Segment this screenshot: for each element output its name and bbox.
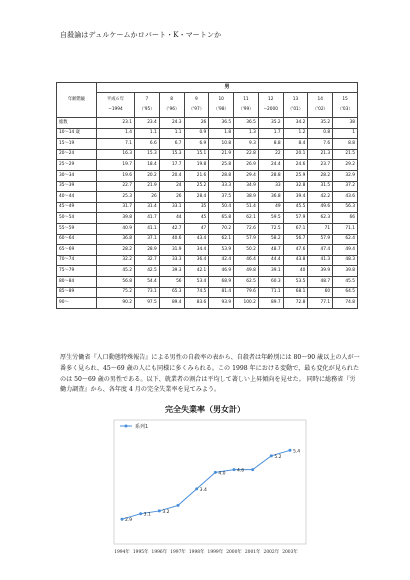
rate-cell: 60.3 bbox=[258, 276, 283, 287]
rate-cell: 35.2 bbox=[308, 118, 333, 129]
rate-cell: 40.9 bbox=[97, 223, 135, 234]
age-group-cell: 55〜59 bbox=[57, 223, 97, 234]
rate-cell: 32.2 bbox=[97, 255, 135, 266]
rate-cell: 45 bbox=[184, 213, 209, 224]
year-sublabel: （'03） bbox=[337, 107, 353, 112]
year-label: 7 bbox=[145, 96, 149, 102]
rate-cell: 68.9 bbox=[209, 276, 234, 287]
rate-cell: 72.6 bbox=[234, 223, 259, 234]
rate-cell: 36.8 bbox=[258, 192, 283, 203]
table-row bbox=[57, 298, 358, 309]
rate-cell: 57.9 bbox=[234, 234, 259, 245]
rate-cell: 39.4 bbox=[283, 192, 308, 203]
rate-cell: 8.8 bbox=[258, 139, 283, 150]
rate-cell: 19.7 bbox=[97, 160, 135, 171]
rate-cell: 73.1 bbox=[135, 287, 160, 298]
rate-cell: 0.9 bbox=[184, 128, 209, 139]
rate-cell: 45.5 bbox=[333, 276, 358, 287]
year-sublabel: （'02） bbox=[312, 107, 328, 112]
body-paragraph: 厚生労働省『人口動態特殊報告』による男性の自殺率の表から、自殺者は年齢別には 80〜90 歳以上の人が一番多く見られ、45〜69 歳の人にも同様に多くみられる。この 1998 年における変動で、最も変化が見られたのは 50〜69 歳の男性である。以下、就業者の割合は平均して著しい上昇傾向を見せた。 同時に総務省『労働力調査』から、各年度 4 月の完全失業率を見てみよう。 bbox=[60, 354, 360, 394]
rate-cell: 53.9 bbox=[209, 245, 234, 256]
rate-cell: 43.8 bbox=[283, 255, 308, 266]
rate-cell: 33.3 bbox=[209, 181, 234, 192]
rate-cell: 71 bbox=[308, 223, 333, 234]
rate-cell: 70.2 bbox=[209, 223, 234, 234]
rate-cell: 39.3 bbox=[159, 266, 184, 277]
rate-cell: 48.7 bbox=[258, 245, 283, 256]
rate-cell: 24.4 bbox=[258, 160, 283, 171]
rate-cell: 41.7 bbox=[135, 213, 160, 224]
rate-cell: 40 bbox=[283, 266, 308, 277]
rate-cell: 64.5 bbox=[333, 287, 358, 298]
rate-cell: 31.5 bbox=[308, 181, 333, 192]
rate-cell: 46.9 bbox=[209, 266, 234, 277]
age-group-cell: 25〜29 bbox=[57, 160, 97, 171]
rate-cell: 49.6 bbox=[308, 202, 333, 213]
rate-cell: 21.5 bbox=[333, 149, 358, 160]
rate-cell: 56.8 bbox=[97, 276, 135, 287]
rate-cell: 62.1 bbox=[234, 213, 259, 224]
rate-cell: 97.5 bbox=[135, 298, 160, 309]
rate-cell: 41.1 bbox=[135, 223, 160, 234]
rate-cell: 1.4 bbox=[97, 128, 135, 139]
rate-cell: 25.3 bbox=[97, 192, 135, 203]
year-sublabel: （'99） bbox=[238, 107, 254, 112]
rate-cell: 47.6 bbox=[283, 245, 308, 256]
data-point bbox=[289, 449, 292, 452]
rate-cell: 42.7 bbox=[159, 223, 184, 234]
table-row bbox=[57, 213, 358, 224]
rate-cell: 42.1 bbox=[184, 266, 209, 277]
age-group-cell: 50〜54 bbox=[57, 213, 97, 224]
age-group-cell: 40〜44 bbox=[57, 192, 97, 203]
rate-cell: 1.2 bbox=[283, 128, 308, 139]
rate-cell: 74.5 bbox=[184, 287, 209, 298]
rate-cell: 62.4 bbox=[333, 234, 358, 245]
rate-cell: 37.1 bbox=[135, 234, 160, 245]
rate-cell: 33.3 bbox=[159, 255, 184, 266]
data-point bbox=[121, 518, 124, 521]
rate-cell: 68.1 bbox=[283, 287, 308, 298]
rate-cell: 25.2 bbox=[184, 181, 209, 192]
rate-cell: 34.9 bbox=[234, 181, 259, 192]
data-label: 2.9 bbox=[125, 518, 133, 524]
data-point bbox=[233, 468, 236, 471]
year-header bbox=[258, 93, 283, 118]
rate-cell: 50.2 bbox=[234, 245, 259, 256]
rate-cell: 56 bbox=[159, 276, 184, 287]
rate-cell: 0.8 bbox=[308, 128, 333, 139]
rate-cell: 19.8 bbox=[184, 160, 209, 171]
rate-cell: 58.2 bbox=[258, 234, 283, 245]
data-point bbox=[158, 509, 161, 512]
rate-cell: 19.6 bbox=[97, 170, 135, 181]
table-row bbox=[57, 128, 358, 139]
rate-cell: 42.5 bbox=[135, 266, 160, 277]
x-tick-label: 1995年 bbox=[132, 550, 149, 555]
rate-cell: 15.1 bbox=[184, 149, 209, 160]
year-sublabel: −2000 bbox=[263, 107, 278, 112]
rate-cell: 40.6 bbox=[159, 234, 184, 245]
rate-cell: 36.4 bbox=[184, 255, 209, 266]
rate-cell: 39.1 bbox=[258, 266, 283, 277]
year-label: 平成６年 bbox=[106, 96, 125, 102]
rate-cell: 45.2 bbox=[97, 266, 135, 277]
rate-cell: 75.2 bbox=[97, 287, 135, 298]
rate-cell: 62.1 bbox=[209, 234, 234, 245]
rate-cell: 81.4 bbox=[209, 287, 234, 298]
year-label: 12 bbox=[267, 96, 274, 102]
rate-cell: 100.2 bbox=[234, 298, 259, 309]
rate-cell: 7.6 bbox=[308, 139, 333, 150]
rate-cell: 42.2 bbox=[308, 192, 333, 203]
data-point bbox=[214, 471, 217, 474]
age-group-cell: 30〜34 bbox=[57, 170, 97, 181]
rate-cell: 35 bbox=[184, 202, 209, 213]
x-tick-label: 1994年 bbox=[114, 550, 130, 555]
rate-cell: 26.9 bbox=[234, 160, 259, 171]
table-row bbox=[57, 149, 358, 160]
x-tick-label: 1997年 bbox=[170, 550, 186, 555]
rate-cell: 28.2 bbox=[308, 170, 333, 181]
rate-cell: 36.5 bbox=[209, 118, 234, 129]
age-group-cell: 65〜69 bbox=[57, 245, 97, 256]
rate-cell: 23.4 bbox=[135, 118, 160, 129]
rate-cell: 15.3 bbox=[159, 149, 184, 160]
age-group-cell: 80〜84 bbox=[57, 276, 97, 287]
age-group-cell: 70〜74 bbox=[57, 255, 97, 266]
rate-cell: 10.8 bbox=[209, 139, 234, 150]
rate-cell: 29.4 bbox=[234, 170, 259, 181]
rate-cell: 44 bbox=[159, 213, 184, 224]
year-header bbox=[159, 93, 184, 118]
rate-cell: 28.8 bbox=[258, 170, 283, 181]
year-header-row bbox=[57, 93, 358, 118]
table-row bbox=[57, 170, 358, 181]
data-point bbox=[139, 512, 142, 515]
year-label: 14 bbox=[317, 96, 323, 102]
rate-cell: 57.9 bbox=[283, 213, 308, 224]
rate-cell: 26 bbox=[135, 192, 160, 203]
rate-cell: 67.1 bbox=[283, 223, 308, 234]
table-row bbox=[57, 266, 358, 277]
rate-cell: 15.3 bbox=[135, 149, 160, 160]
rate-cell: 35.2 bbox=[258, 118, 283, 129]
year-header bbox=[333, 93, 358, 118]
year-label: 11 bbox=[243, 96, 249, 102]
rate-cell: 18.4 bbox=[135, 160, 160, 171]
rate-cell: 49 bbox=[258, 202, 283, 213]
table-row bbox=[57, 223, 358, 234]
rate-cell: 83.6 bbox=[184, 298, 209, 309]
plot-area bbox=[114, 420, 306, 544]
table-row bbox=[57, 160, 358, 171]
table-row bbox=[57, 287, 358, 298]
rate-cell: 16.3 bbox=[97, 149, 135, 160]
year-sublabel: （'98） bbox=[213, 107, 229, 112]
year-label: 13 bbox=[292, 96, 299, 102]
data-label: 4.6 bbox=[237, 468, 245, 474]
year-sublabel: −1994 bbox=[108, 107, 123, 112]
rate-cell: 65.8 bbox=[209, 213, 234, 224]
rate-cell: 51.4 bbox=[234, 202, 259, 213]
rate-cell: 79.6 bbox=[234, 287, 259, 298]
table-row bbox=[57, 181, 358, 192]
rate-cell: 42.4 bbox=[209, 255, 234, 266]
rate-cell: 24.3 bbox=[159, 118, 184, 129]
rate-cell: 21.6 bbox=[184, 170, 209, 181]
age-group-cell: 85〜89 bbox=[57, 287, 97, 298]
rate-cell: 32.7 bbox=[135, 255, 160, 266]
data-label: 4.0 bbox=[218, 471, 226, 477]
rate-cell: 47.4 bbox=[308, 245, 333, 256]
x-tick-label: 1998年 bbox=[188, 550, 205, 555]
table-row bbox=[57, 276, 358, 287]
legend-marker bbox=[125, 425, 128, 428]
year-sublabel: （'97） bbox=[188, 107, 205, 112]
data-label: 3.4 bbox=[199, 487, 207, 493]
rate-cell: 56.3 bbox=[333, 202, 358, 213]
rate-cell: 38 bbox=[333, 118, 358, 129]
rate-cell: 28.2 bbox=[97, 245, 135, 256]
rate-cell: 74.8 bbox=[333, 298, 358, 309]
rate-cell: 1.7 bbox=[258, 128, 283, 139]
year-header bbox=[283, 93, 308, 118]
rate-cell: 25.9 bbox=[283, 170, 308, 181]
table-row bbox=[57, 255, 358, 266]
year-sublabel: （'95） bbox=[139, 107, 155, 112]
rate-cell: 45.5 bbox=[283, 202, 308, 213]
rate-cell: 32.8 bbox=[283, 181, 308, 192]
rate-cell: 33.1 bbox=[159, 202, 184, 213]
age-group-cell: 総数 bbox=[57, 118, 97, 129]
series-line bbox=[122, 450, 290, 519]
data-point bbox=[251, 468, 254, 471]
age-group-cell: 45〜49 bbox=[57, 202, 97, 213]
year-label: 10 bbox=[218, 96, 224, 102]
rate-cell: 9.3 bbox=[234, 139, 259, 150]
year-sublabel: （'01） bbox=[287, 107, 304, 112]
chart-title: 完全失業率（男女計） bbox=[165, 404, 245, 414]
rate-cell: 90.2 bbox=[97, 298, 135, 309]
table-row bbox=[57, 192, 358, 203]
age-group-cell: 15〜19 bbox=[57, 139, 97, 150]
rate-cell: 39.8 bbox=[333, 266, 358, 277]
unemployment-line-chart bbox=[110, 416, 310, 574]
rate-cell: 31.9 bbox=[159, 245, 184, 256]
x-tick-label: 2003年 bbox=[282, 550, 298, 555]
rate-cell: 25.8 bbox=[209, 160, 234, 171]
year-header bbox=[308, 93, 333, 118]
year-label: 15 bbox=[342, 96, 348, 102]
rate-cell: 65.3 bbox=[159, 287, 184, 298]
data-label: 5.2 bbox=[274, 454, 282, 460]
rate-cell: 36.8 bbox=[97, 234, 135, 245]
rate-cell: 48.3 bbox=[333, 255, 358, 266]
rate-cell: 6.6 bbox=[135, 139, 160, 150]
rate-cell: 28.9 bbox=[135, 245, 160, 256]
rate-cell: 23.7 bbox=[308, 160, 333, 171]
x-tick-label: 2000年 bbox=[226, 550, 242, 555]
rate-cell: 39.8 bbox=[97, 213, 135, 224]
rate-cell: 89.4 bbox=[159, 298, 184, 309]
year-sublabel: （'96） bbox=[164, 107, 180, 112]
rate-cell: 77.1 bbox=[308, 298, 333, 309]
rate-cell: 20.4 bbox=[159, 170, 184, 181]
rate-cell: 39.9 bbox=[308, 266, 333, 277]
age-column-header: 年齢階級 bbox=[57, 83, 97, 118]
rate-cell: 33 bbox=[258, 181, 283, 192]
rate-cell: 48.7 bbox=[308, 276, 333, 287]
rate-cell: 28.8 bbox=[209, 170, 234, 181]
table-row bbox=[57, 139, 358, 150]
age-group-cell: 75〜79 bbox=[57, 266, 97, 277]
year-label: 8 bbox=[170, 96, 174, 102]
year-label: 9 bbox=[195, 96, 198, 102]
rate-cell: 26 bbox=[184, 118, 209, 129]
rate-cell: 50.4 bbox=[209, 202, 234, 213]
year-header bbox=[184, 93, 209, 118]
rate-cell: 31.7 bbox=[97, 202, 135, 213]
sex-header-row bbox=[57, 83, 358, 93]
age-group-cell: 90〜 bbox=[57, 298, 97, 309]
rate-cell: 1.3 bbox=[234, 128, 259, 139]
rate-cell: 62.3 bbox=[308, 213, 333, 224]
rate-cell: 24.6 bbox=[283, 160, 308, 171]
table-row bbox=[57, 202, 358, 213]
year-header bbox=[209, 93, 234, 118]
rate-cell: 43.4 bbox=[184, 234, 209, 245]
rate-cell: 28.4 bbox=[184, 192, 209, 203]
rate-cell: 34.2 bbox=[283, 118, 308, 129]
rate-cell: 20.1 bbox=[283, 149, 308, 160]
rate-cell: 29.2 bbox=[333, 160, 358, 171]
rate-cell: 22.8 bbox=[234, 149, 259, 160]
x-tick-label: 2002年 bbox=[263, 550, 280, 555]
data-label: 3.2 bbox=[162, 509, 170, 515]
rate-cell: 6.9 bbox=[184, 139, 209, 150]
data-point bbox=[177, 504, 180, 507]
page-title: 自殺論はデュルケームかロバート・K・マートンか bbox=[60, 31, 222, 39]
age-group-cell: 35〜39 bbox=[57, 181, 97, 192]
rate-cell: 7.1 bbox=[97, 139, 135, 150]
rate-cell: 54.4 bbox=[135, 276, 160, 287]
rate-cell: 49.4 bbox=[333, 245, 358, 256]
rate-cell: 66 bbox=[333, 213, 358, 224]
age-group-cell: 60〜64 bbox=[57, 234, 97, 245]
rate-cell: 1 bbox=[333, 128, 358, 139]
rate-cell: 71.1 bbox=[333, 223, 358, 234]
data-label: 3.1 bbox=[143, 512, 151, 518]
x-tick-label: 2001年 bbox=[244, 550, 261, 555]
rate-cell: 38.9 bbox=[234, 192, 259, 203]
rate-cell: 17.7 bbox=[159, 160, 184, 171]
rate-cell: 21.9 bbox=[135, 181, 160, 192]
rate-cell: 43.6 bbox=[333, 192, 358, 203]
table-body bbox=[57, 118, 358, 309]
rate-cell: 32.9 bbox=[333, 170, 358, 181]
rate-cell: 71.1 bbox=[258, 287, 283, 298]
rate-cell: 1.8 bbox=[209, 128, 234, 139]
table-row bbox=[57, 234, 358, 245]
rate-cell: 31.4 bbox=[135, 202, 160, 213]
rate-cell: 24 bbox=[159, 181, 184, 192]
data-point bbox=[195, 487, 198, 490]
data-label: 5.4 bbox=[293, 449, 301, 455]
rate-cell: 22.7 bbox=[97, 181, 135, 192]
rate-cell: 46.4 bbox=[234, 255, 259, 266]
table-row bbox=[57, 245, 358, 256]
rate-cell: 37.2 bbox=[333, 181, 358, 192]
rate-cell: 37.5 bbox=[209, 192, 234, 203]
rate-cell: 44.4 bbox=[258, 255, 283, 266]
rate-cell: 53.4 bbox=[184, 276, 209, 287]
rate-cell: 26 bbox=[159, 192, 184, 203]
age-group-cell: 20〜24 bbox=[57, 149, 97, 160]
rate-cell: 21.3 bbox=[308, 149, 333, 160]
rate-cell: 8.4 bbox=[283, 139, 308, 150]
year-header bbox=[234, 93, 259, 118]
rate-cell: 1.1 bbox=[159, 128, 184, 139]
rate-cell: 56.7 bbox=[283, 234, 308, 245]
year-header bbox=[135, 93, 160, 118]
rate-cell: 93.9 bbox=[209, 298, 234, 309]
rate-cell: 57.9 bbox=[308, 234, 333, 245]
x-tick-label: 1999年 bbox=[207, 550, 224, 555]
legend-label: 系列1 bbox=[135, 424, 149, 430]
rate-cell: 34.4 bbox=[184, 245, 209, 256]
rate-cell: 8.8 bbox=[333, 139, 358, 150]
data-point bbox=[270, 454, 273, 457]
rate-cell: 59.5 bbox=[258, 213, 283, 224]
sex-header: 男 bbox=[97, 83, 358, 93]
rate-cell: 20.2 bbox=[135, 170, 160, 181]
rate-cell: 36.5 bbox=[234, 118, 259, 129]
rate-cell: 47 bbox=[184, 223, 209, 234]
rate-cell: 23.1 bbox=[97, 118, 135, 129]
x-tick-label: 1996年 bbox=[151, 550, 168, 555]
rate-cell: 89.7 bbox=[258, 298, 283, 309]
table-row bbox=[57, 118, 358, 129]
rate-cell: 62.5 bbox=[234, 276, 259, 287]
rate-cell: 60 bbox=[308, 287, 333, 298]
rate-cell: 53.5 bbox=[283, 276, 308, 287]
rate-cell: 6.7 bbox=[159, 139, 184, 150]
rate-cell: 72.5 bbox=[258, 223, 283, 234]
suicide-rate-table bbox=[56, 82, 358, 309]
rate-cell: 1.1 bbox=[135, 128, 160, 139]
rate-cell: 49.8 bbox=[234, 266, 259, 277]
age-group-cell: 10〜14 歳 bbox=[57, 128, 97, 139]
rate-cell: 72.8 bbox=[283, 298, 308, 309]
rate-cell: 22 bbox=[258, 149, 283, 160]
year-header bbox=[97, 93, 135, 118]
rate-cell: 41.3 bbox=[308, 255, 333, 266]
rate-cell: 21.9 bbox=[209, 149, 234, 160]
